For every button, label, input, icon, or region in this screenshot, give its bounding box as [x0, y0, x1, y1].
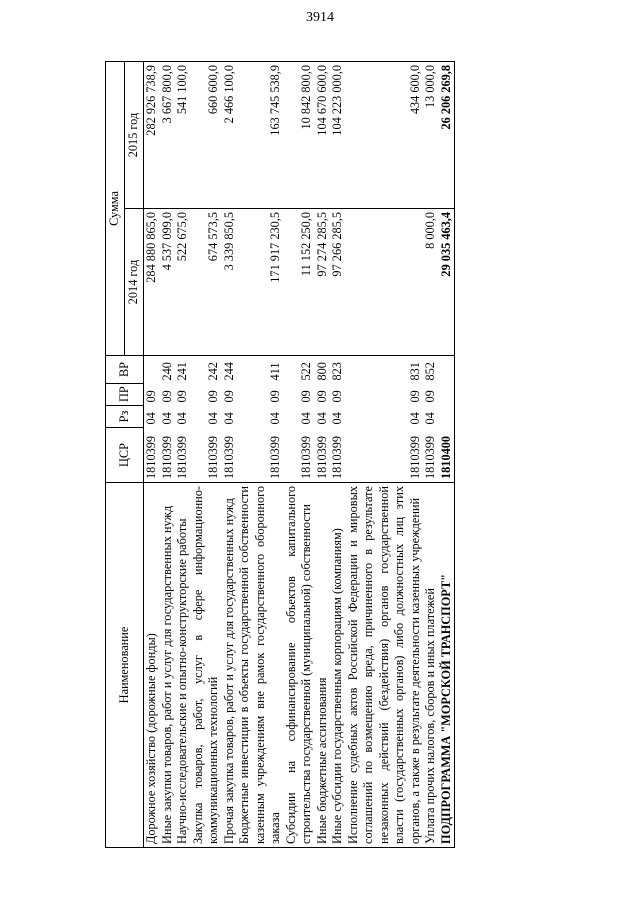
- header-vr: ВР: [106, 356, 144, 384]
- cell-csr: 1810399: [160, 428, 176, 483]
- cell-rz: [439, 406, 455, 428]
- cell-rz: 04: [206, 412, 220, 425]
- table-row: [144, 61, 160, 847]
- budget-table: [105, 61, 455, 848]
- header-2014: 2014 год: [125, 209, 144, 356]
- cell-2014: 284 880 865,0: [144, 209, 160, 356]
- cell-name: Научно-исследовательские и опытно-конструкторские работы: [175, 483, 191, 848]
- table-row: [284, 61, 315, 847]
- cell-vr: [144, 356, 160, 384]
- cell-2014: [346, 209, 424, 356]
- cell-csr: 1810400: [439, 428, 455, 483]
- table-row: [439, 61, 455, 847]
- cell-rz: 04: [221, 412, 236, 425]
- table-row: [330, 61, 346, 847]
- cell-csr: 1810399: [315, 428, 331, 483]
- cell-pr: [439, 384, 455, 406]
- page-number: 3914: [306, 10, 334, 25]
- cell-pr: 09: [268, 390, 282, 403]
- cell-rz: 04: [144, 412, 158, 425]
- cell-name: Исполнение судебных актов Российской Федерации и мировых соглашений по возмещению вреда, причиненного в результате незаконных действий (бездействия) органов государственной власти (государственных органов) либо должностных лиц этих органов, а также в результате деятельности казенных учреждений: [346, 483, 424, 848]
- header-pr: ПР: [106, 384, 144, 406]
- cell-pr: 09: [206, 390, 220, 403]
- cell-2014: 97 274 285,5: [315, 209, 331, 356]
- cell-name: Субсидии на софинансирование объектов капитального строительства государственной (муниципальной) собственности: [284, 483, 315, 848]
- cell-vr: 244: [221, 362, 236, 381]
- table-row: [222, 61, 238, 847]
- table-row: [160, 61, 176, 847]
- cell-csr: 1810399: [191, 428, 222, 483]
- cell-2015: 434 600,0: [346, 61, 424, 208]
- cell-pr: 09: [221, 390, 236, 403]
- cell-2015: 10 842 800,0: [284, 61, 315, 208]
- cell-2015: 13 000,0: [423, 61, 439, 208]
- cell-2014: 171 917 230,5: [237, 209, 284, 356]
- table-row: [191, 61, 222, 847]
- cell-csr: 1810399: [237, 428, 284, 483]
- cell-rz: 04: [407, 412, 422, 425]
- cell-2014: 674 573,5: [191, 209, 222, 356]
- cell-rz: 04: [314, 412, 329, 425]
- cell-vr: 411: [268, 362, 282, 381]
- cell-rz: 04: [159, 412, 174, 425]
- cell-vr: 800: [314, 362, 329, 381]
- cell-name: Иные субсидии государственным корпорациям (компаниям): [330, 483, 346, 848]
- cell-vr: 240: [159, 362, 174, 381]
- cell-name: Иные закупки товаров, работ и услуг для государственных нужд: [160, 483, 176, 848]
- cell-2015: 104 223 000,0: [330, 61, 346, 208]
- cell-csr: 1810399: [222, 428, 238, 483]
- budget-table-rotated: [105, 62, 525, 848]
- cell-vr: 241: [175, 362, 189, 381]
- header-rz: Рз: [106, 406, 144, 428]
- cell-pr: 09: [330, 390, 344, 403]
- cell-pr: 09: [299, 390, 313, 403]
- cell-2014: 29 035 463,4: [439, 209, 455, 356]
- cell-vr: 242: [206, 362, 220, 381]
- cell-rz: 04: [268, 412, 282, 425]
- cell-name: ПОДПРОГРАММА "МОРСКОЙ ТРАНСПОРТ": [439, 483, 455, 848]
- cell-pr: 09: [314, 390, 329, 403]
- cell-csr: 1810399: [346, 428, 424, 483]
- cell-vr: 522: [299, 362, 313, 381]
- cell-name: Закупка товаров, работ, услуг в сфере информационно-коммуникационных технологий: [191, 483, 222, 848]
- table-row: [315, 61, 331, 847]
- table-row: [423, 61, 439, 847]
- cell-name: Бюджетные инвестиции в объекты государственной собственности казенным учреждениям вне рамок государственного оборонного заказа: [237, 483, 284, 848]
- header-name: Наименование: [106, 483, 144, 848]
- cell-csr: 1810399: [144, 428, 160, 483]
- cell-2015: 163 745 538,9: [237, 61, 284, 208]
- cell-vr: 852: [423, 362, 437, 381]
- cell-rz: 04: [175, 412, 189, 425]
- cell-2014: 11 152 250,0: [284, 209, 315, 356]
- table-row: [237, 61, 284, 847]
- cell-pr: 09: [159, 390, 174, 403]
- cell-name: Прочая закупка товаров, работ и услуг для государственных нужд: [222, 483, 238, 848]
- cell-csr: 1810399: [284, 428, 315, 483]
- cell-2014: 4 537 099,0: [160, 209, 176, 356]
- cell-2015: 104 670 600,0: [315, 61, 331, 208]
- cell-pr: 09: [144, 390, 158, 403]
- cell-rz: 04: [423, 412, 437, 425]
- cell-rz: 04: [330, 412, 344, 425]
- cell-name: Уплата прочих налогов, сборов и иных платежей: [423, 483, 439, 848]
- cell-2015: 26 206 269,8: [439, 61, 455, 208]
- cell-2015: 3 667 800,0: [160, 61, 176, 208]
- cell-2014: 97 266 285,5: [330, 209, 346, 356]
- cell-2014: 3 339 850,5: [222, 209, 238, 356]
- cell-rz: 04: [299, 412, 313, 425]
- cell-pr: 09: [175, 390, 189, 403]
- cell-2015: 660 600,0: [191, 61, 222, 208]
- table-row: [175, 61, 191, 847]
- cell-vr: [439, 356, 455, 384]
- cell-pr: 09: [407, 390, 422, 403]
- header-2015: 2015 год: [125, 61, 144, 208]
- cell-2015: 282 926 738,9: [144, 61, 160, 208]
- cell-2014: 8 000,0: [423, 209, 439, 356]
- cell-name: Иные бюджетные ассигнования: [315, 483, 331, 848]
- cell-vr: 831: [407, 362, 422, 381]
- table-row: [346, 61, 424, 847]
- cell-csr: 1810399: [175, 428, 191, 483]
- cell-2015: 2 466 100,0: [222, 61, 238, 208]
- cell-csr: 1810399: [330, 428, 346, 483]
- cell-pr: 09: [423, 390, 437, 403]
- cell-csr: 1810399: [423, 428, 439, 483]
- cell-vr: 823: [330, 362, 344, 381]
- header-csr: ЦСР: [106, 428, 144, 483]
- header-sum: Сумма: [106, 61, 125, 355]
- cell-2014: 522 675,0: [175, 209, 191, 356]
- cell-2015: 541 100,0: [175, 61, 191, 208]
- cell-name: Дорожное хозяйство (дорожные фонды): [144, 483, 160, 848]
